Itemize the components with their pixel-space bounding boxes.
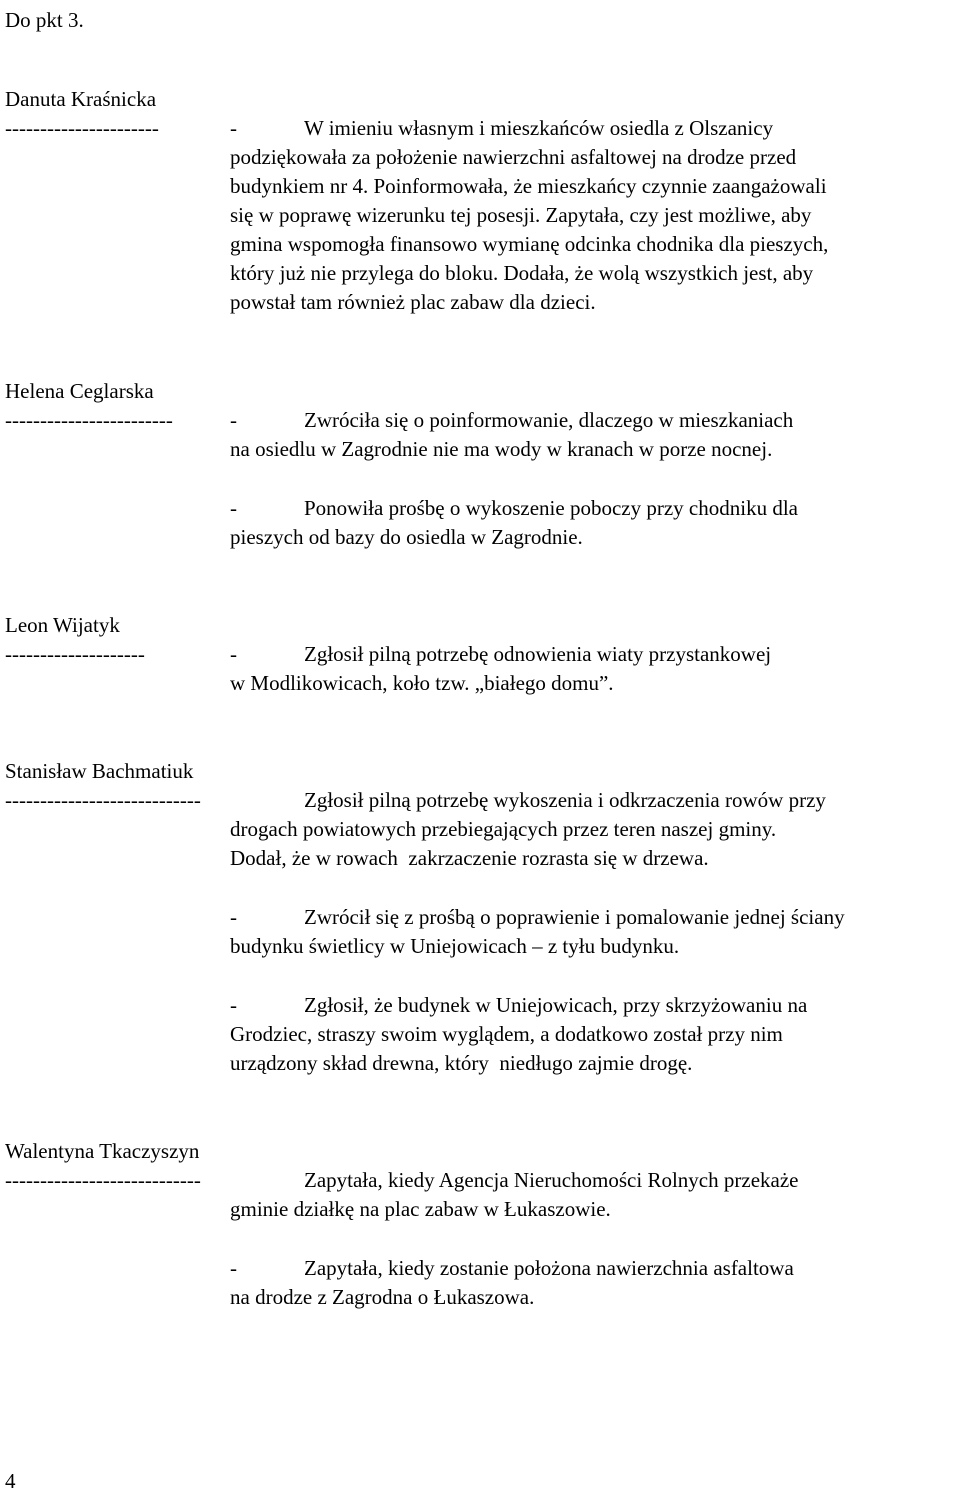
item-line: drogach powiatowych przebiegających przez teren naszej gminy. [230,817,777,841]
speaker-name: Walentyna Tkaczyszyn [5,1139,200,1163]
item-dash: - [230,408,237,432]
item-line: pieszych od bazy do osiedla w Zagrodnie. [230,525,583,549]
item-line: Zgłosił pilną potrzebę wykoszenia i odkrzaczenia rowów przy [304,788,826,812]
item-line: urządzony skład drewna, który niedługo zajmie drogę. [230,1051,693,1075]
speaker-name: Danuta Kraśnicka [5,87,157,111]
item-line: Zapytała, kiedy zostanie położona nawierzchnia asfaltowa [304,1256,794,1280]
item-line: który już nie przylega do bloku. Dodała, że wolą wszystkich jest, aby [230,261,814,285]
item-line: budynku świetlicy w Uniejowicach – z tyłu budynku. [230,934,680,958]
item-line: powstał tam również plac zabaw dla dzieci. [230,290,596,314]
speaker-name: Stanisław Bachmatiuk [5,759,194,783]
item-line: W imieniu własnym i mieszkańców osiedla z Olszanicy [304,116,774,140]
speaker-rule: ---------------------------- [5,788,201,812]
item-line: na osiedlu w Zagrodnie nie ma wody w kranach w porze nocnej. [230,437,773,461]
item-line: Ponowiła prośbę o wykoszenie poboczy przy chodniku dla [304,496,798,520]
page-number: 4 [5,1469,16,1493]
item-line: Zwrócił się z prośbą o poprawienie i pomalowanie jednej ściany [304,905,845,929]
item-line: się w poprawę wizerunku tej posesji. Zapytała, czy jest możliwe, aby [230,203,812,227]
speaker-name: Helena Ceglarska [5,379,154,403]
speaker-rule: ---------------------- [5,116,159,140]
item-line: gminie działkę na plac zabaw w Łukaszowie. [230,1197,611,1221]
item-line: Zwróciła się o poinformowanie, dlaczego w mieszkaniach [304,408,794,432]
item-line: Dodał, że w rowach zakrzaczenie rozrasta się w drzewa. [230,846,709,870]
item-dash: - [230,1256,237,1280]
item-line: w Modlikowicach, koło tzw. „białego domu”. [230,671,614,695]
section-heading: Do pkt 3. [5,8,84,32]
item-line: gmina wspomogła finansowo wymianę odcinka chodnika dla pieszych, [230,232,829,256]
item-line: na drodze z Zagrodna o Łukaszowa. [230,1285,535,1309]
speaker-rule: -------------------- [5,642,145,666]
item-dash: - [230,993,237,1017]
item-line: Grodziec, straszy swoim wyglądem, a dodatkowo został przy nim [230,1022,783,1046]
speaker-name: Leon Wijatyk [5,613,120,637]
item-line: Zgłosił pilną potrzebę odnowienia wiaty przystankowej [304,642,772,666]
item-dash: - [230,116,237,140]
item-dash: - [230,496,237,520]
item-dash: - [230,905,237,929]
item-line: Zapytała, kiedy Agencja Nieruchomości Rolnych przekaże [304,1168,799,1192]
speaker-rule: ---------------------------- [5,1168,201,1192]
speaker-rule: ------------------------ [5,408,173,432]
item-dash: - [230,642,237,666]
item-line: Zgłosił, że budynek w Uniejowicach, przy skrzyżowaniu na [304,993,808,1017]
item-line: podziękowała za położenie nawierzchni asfaltowej na drodze przed [230,145,797,169]
item-line: budynkiem nr 4. Poinformowała, że mieszkańcy czynnie zaangażowali [230,174,827,198]
